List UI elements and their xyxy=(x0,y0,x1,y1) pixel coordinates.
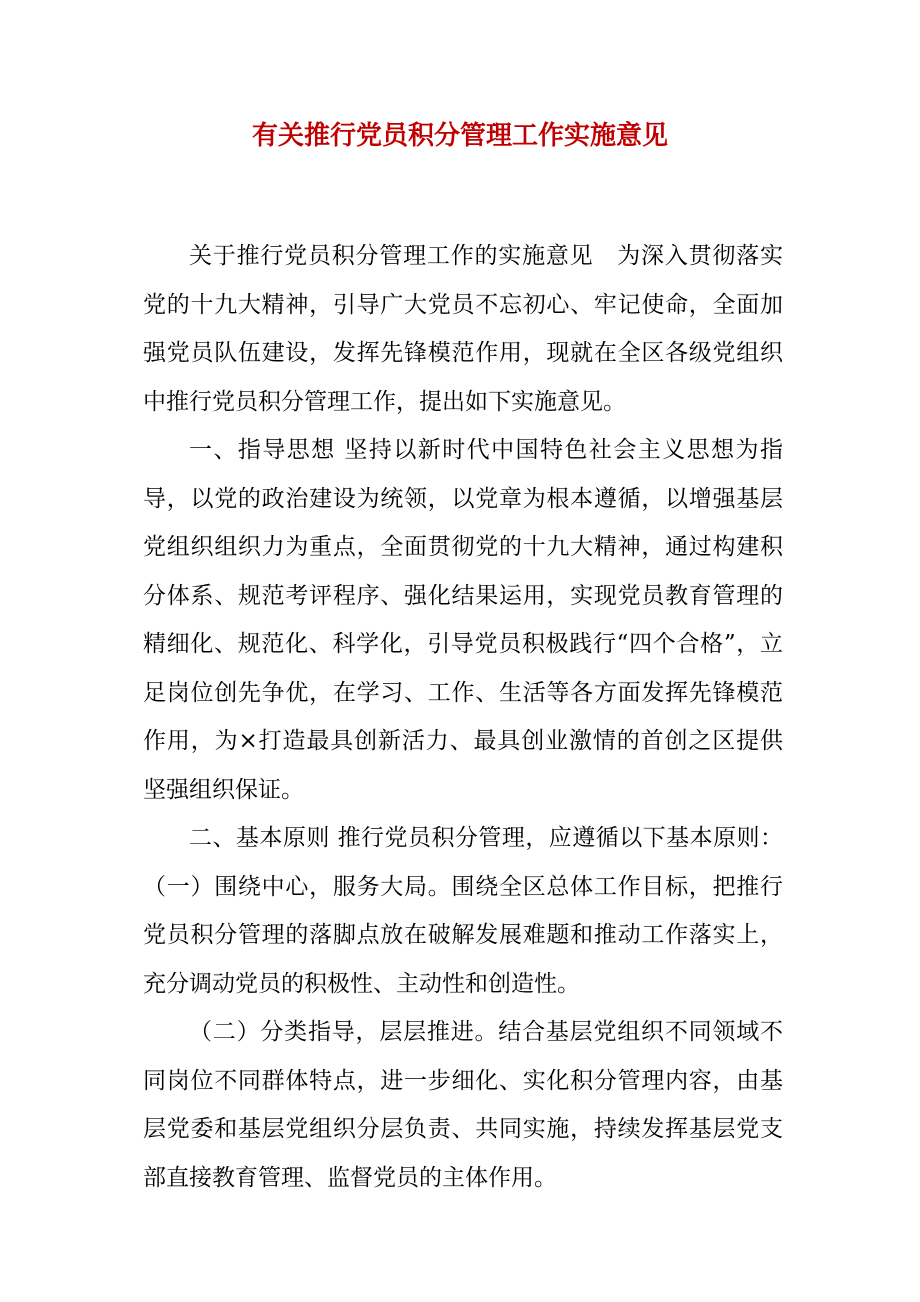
paragraph-intro: 关于推行党员积分管理工作的实施意见 为深入贯彻落实党的十九大精神，引导广大党员不忘初心、牢记使命，全面加强党员队伍建设，发挥先锋模范作用，现就在全区各级党组织中推行党员积分管理工作，提出如下实施意见。 xyxy=(143,243,783,415)
document-body xyxy=(143,232,783,1202)
document-title: 有关推行党员积分管理工作实施意见 xyxy=(251,121,668,151)
paragraph-classified-guidance: （二）分类指导，层层推进。结合基层党组织不同领域不同岗位不同群体特点，进一步细化、实化积分管理内容，由基层党委和基层党组织分层负责、共同实施，持续发挥基层党支部直接教育管理、监督党员的主体作用。 xyxy=(143,1019,783,1191)
paragraph-guiding-ideology: 一、指导思想 坚持以新时代中国特色社会主义思想为指导，以党的政治建设为统领，以党章为根本遵循，以增强基层党组织组织力为重点，全面贯彻党的十九大精神，通过构建积分体系、规范考评程序、强化结果运用，实现党员教育管理的精细化、规范化、科学化，引导党员积极践行“四个合格”，立足岗位创先争优，在学习、工作、生活等各方面发挥先锋模范作用，为×打造最具创新活力、最具创业激情的首创之区提供坚强组织保证。 xyxy=(143,437,783,803)
paragraph-basic-principles: 二、基本原则 推行党员积分管理，应遵循以下基本原则：（一）围绕中心，服务大局。围绕全区总体工作目标，把推行党员积分管理的落脚点放在破解发展难题和推动工作落实上，充分调动党员的积极性、主动性和创造性。 xyxy=(143,825,783,997)
